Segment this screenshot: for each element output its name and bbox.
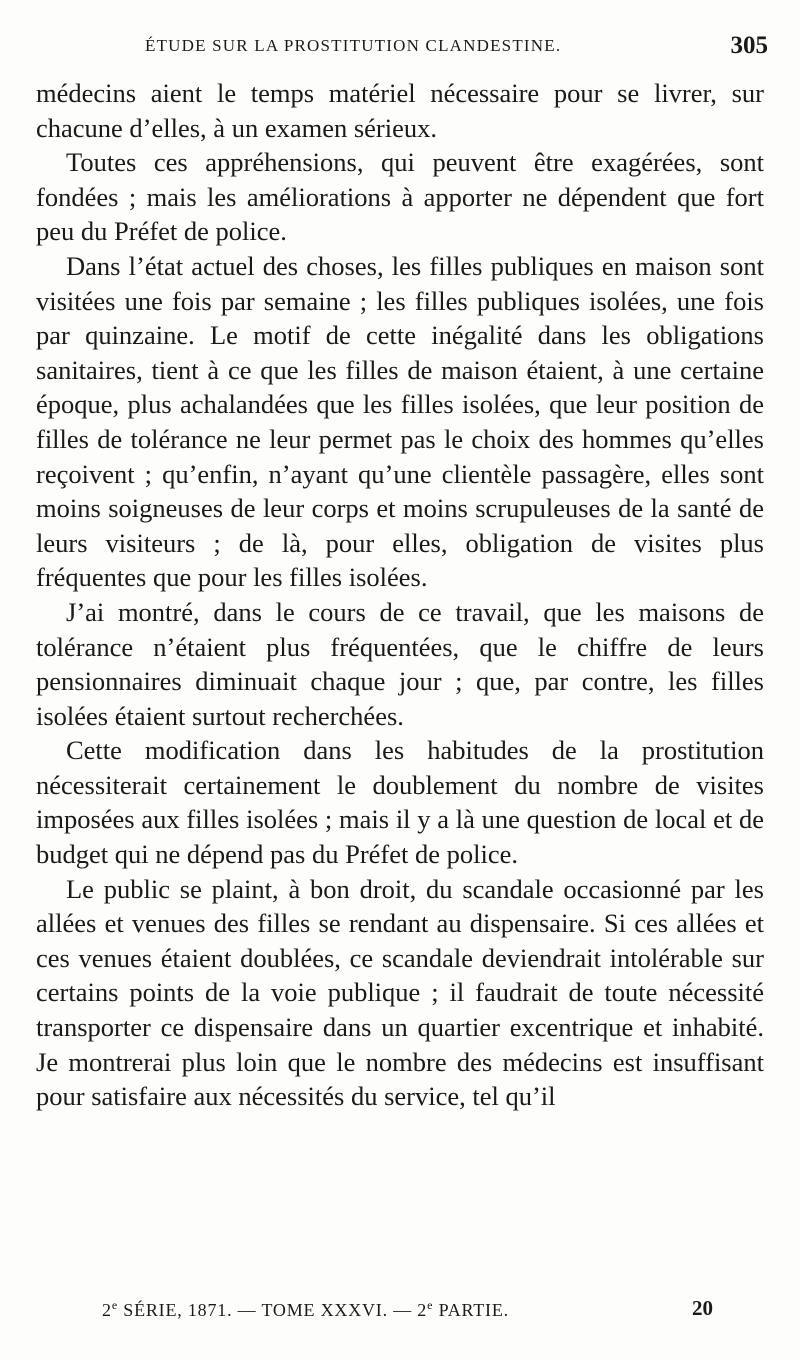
series-number: 2: [102, 1300, 112, 1320]
paragraph-2: Toutes ces appréhensions, qui peuvent être exagérées, sont fondées ; mais les améliorations à apporter ne dépendent que fort peu du Préfet de police.: [36, 147, 764, 247]
series-label: SÉRIE, 1871. — TOME XXXVI. — 2: [123, 1300, 428, 1320]
running-header: [0, 32, 800, 66]
series-suffix: e: [111, 1298, 118, 1312]
body-text: [36, 76, 764, 1114]
part-label: PARTIE.: [438, 1300, 509, 1320]
paragraph-1: médecins aient le temps matériel nécessaire pour se livrer, sur chacune d’elles, à un examen sérieux.: [36, 78, 764, 143]
part-suffix: e: [427, 1298, 434, 1312]
running-title: ÉTUDE SUR LA PROSTITUTION CLANDESTINE.: [145, 36, 562, 55]
paragraph-6: Le public se plaint, à bon droit, du scandale occasionné par les allées et venues des filles se rendant au dispensaire. Si ces allées et ces venues étaient doublées, ce scandale deviendrait intolérable sur certains points de la voie publique ; il faudrait de toute nécessité transporter ce dispensaire dans un quartier excentrique et inhabité. Je montrerai plus loin que le nombre des médecins est insuffisant pour satisfaire aux nécessités du service, tel qu’il: [36, 873, 764, 1112]
paragraph-5: Cette modification dans les habitudes de la prostitution nécessiterait certainement le doublement du nombre de visites imposées aux filles isolées ; mais il y a là une question de local et de budget qui ne dépend pas du Préfet de police.: [36, 735, 764, 870]
page-number: 305: [730, 32, 768, 59]
paragraph-4: J’ai montré, dans le cours de ce travail, que les maisons de tolérance n’étaient plus fréquentées, que le chiffre de leurs pensionnaires diminuait chaque jour ; que, par contre, les filles isolées étaient surtout recherchées.: [36, 596, 764, 731]
paragraph-3: Dans l’état actuel des choses, les filles publiques en maison sont visitées une fois par semaine ; les filles publiques isolées, une fois par quinzaine. Le motif de cette inégalité dans les obligations sanitaires, tient à ce que les filles de maison étaient, à une certaine époque, plus achalandées que les filles isolées, que leur position de filles de tolérance ne leur permet pas le choix des hommes qu’elles reçoivent ; qu’enfin, n’ayant qu’une clientèle passagère, elles sont moins soigneuses de leur corps et moins scrupuleuses de la santé de leurs visiteurs ; de là, pour elles, obligation de visites plus fréquentes que pour les filles isolées.: [36, 250, 764, 593]
signature-line: [102, 1298, 509, 1321]
signature-footer: [0, 1296, 800, 1328]
sheet-number: 20: [692, 1296, 713, 1320]
